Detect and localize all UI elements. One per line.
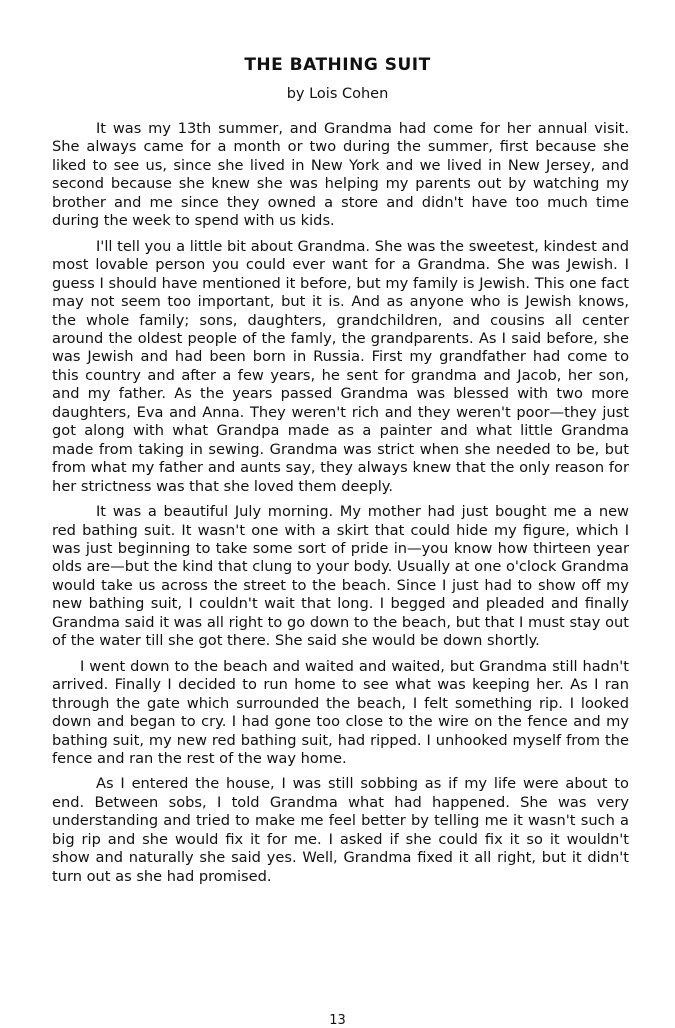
paragraph-2: I'll tell you a little bit about Grandma. She was the sweetest, kindest and most lovable person you could ever want for a Grandma. She was Jewish. I guess I should have mentioned it before, but my family is Jewish. This one fact may not seem too important, but it is. And as anyone who is Jewish knows, the whole family; sons, daughters, grandchildren, and cousins all center around the oldest people of the famly, the grandparents. As I said before, she was Jewish and had been born in Russia. First my grandfather had come to this country and after a few years, he sent for grandma and Jacob, her son, and my father. As the years passed Grandma was blessed with two more daughters, Eva and Anna. They weren't rich and they weren't poor—they just got along with what Grandpa made as a painter and what little Grandma made from taking in sewing. Grandma was strict when she needed to be, but from what my father and aunts say, they always knew that the only reason for her strictness was that she loved them deeply. [52,237,629,495]
paragraph-1: It was my 13th summer, and Grandma had come for her annual visit. She always came for a month or two during the summer, first because she liked to see us, since she lived in New York and we lived in New Jersey, and second because she knew she was helping my parents out by watching my brother and me since they owned a store and didn't have too much time during the week to spend with us kids. [52,120,629,230]
paragraph-4: I went down to the beach and waited and waited, but Grandma still hadn't arrived. Finally I decided to run home to see what was keeping her. As I ran through the gate which surrounded the beach, I felt something rip. I looked down and began to cry. I had gone too close to the wire on the fence and my bathing suit, my new red bathing suit, had ripped. I unhooked myself from the fence and ran the rest of the way home. [52,657,629,767]
paragraph-5: As I entered the house, I was still sobbing as if my life were about to end. Between sobs, I told Grandma what had happened. She was very understanding and tried to make me feel better by telling me it wasn't such a big rip and she would fix it for me. I asked if she could fix it so it wouldn't show and naturally she said yes. Well, Grandma fixed it all right, but it didn't turn out as she had promised. [52,775,629,885]
story-body [52,120,629,893]
author-byline: by Lois Cohen [286,86,389,102]
page-number: 13 [329,1013,346,1028]
paragraph-3: It was a beautiful July morning. My mother had just bought me a new red bathing suit. It wasn't one with a skirt that could hide my figure, which I was just beginning to take some sort of pride in—you know how thirteen year olds are—but the kind that clung to your body. Usually at one o'clock Grandma would take us across the street to the beach. Since I just had to show off my new bathing suit, I couldn't wait that long. I begged and pleaded and finally Grandma said it was all right to go down to the beach, but that I must stay out of the water till she got there. She said she would be down shortly. [52,503,629,650]
story-title: THE BATHING SUIT [244,55,431,75]
